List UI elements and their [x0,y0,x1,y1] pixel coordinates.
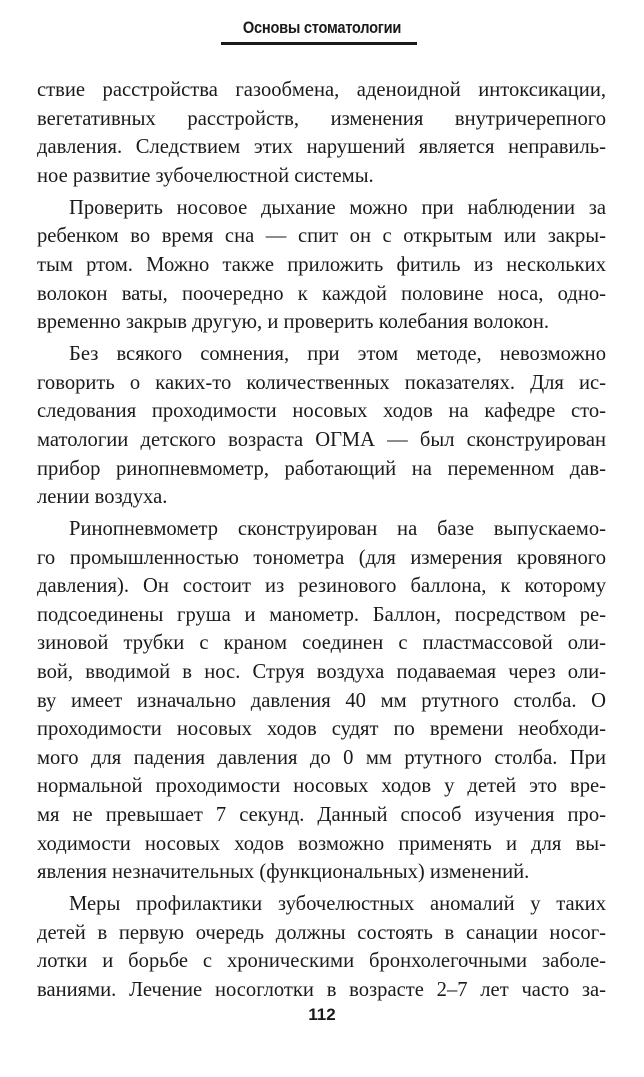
text-line: Проверить носовое дыхание можно при наблюдении за [69,196,606,219]
text-line: давления. Следствием этих нарушений является неправиль- [37,136,606,159]
text-line: давления). Он состоит из резинового баллона, к которому [37,575,606,598]
text-line: мого для падения давления до 0 мм ртутного столба. При [37,746,606,769]
text-line: ствие расстройства газообмена, аденоидной интоксикации, [37,79,606,101]
running-head [0,18,644,50]
paragraph-2 [37,194,606,337]
text-line: проходимости носовых ходов судят по времени необходи- [37,718,606,741]
text-line: детей в первую очередь должны состоять в санации носог- [37,921,606,944]
text-line: вегетативных расстройств, изменения внутричерепного [37,107,606,130]
text-line: го промышленностью тонометра (для измерения кровяного [37,546,606,569]
text-line: Без всякого сомнения, при этом методе, невозможно [69,343,606,366]
text-line: мя не превышает 7 секунд. Данный способ изучения про- [37,804,606,827]
text-line: лении воздуха. [37,486,168,509]
text-line: следования проходимости носовых ходов на кафедре сто- [37,400,606,423]
text-line: ребенком во время сна — спит он с открытым или закры- [37,225,606,248]
paragraph-1 [37,76,606,190]
text-line: Меры профилактики зубочелюстных аномалий у таких [69,893,606,916]
running-head-rule [221,42,417,45]
text-line: ваниями. Лечение носоглотки в возрасте 2–7 лет часто за- [37,978,606,1001]
text-line: зиновой трубки с краном соединен с пластмассовой оли- [37,632,606,655]
text-line: нормальной проходимости носовых ходов у детей это вре- [37,775,606,798]
text-line: лотки и борьбе с хроническими бронхолегочными заболе- [37,950,606,973]
paragraph-3 [37,340,606,512]
text-line: прибор ринопневмометр, работающий на переменном дав- [37,457,606,480]
page-number: 112 [308,1005,336,1024]
paragraph-4 [37,515,606,887]
text-line: тым ртом. Можно также приложить фитиль из нескольких [37,253,606,276]
text-line: матологии детского возраста ОГМА — был сконструирован [37,428,606,451]
body-text [37,76,606,1008]
paragraph-5 [37,890,606,1004]
text-line: ходимости носовых ходов возможно применять и для вы- [37,832,606,855]
text-line: говорить о каких-то количественных показателях. Для ис- [37,371,606,394]
running-head-title: Основы стоматологии [242,18,402,37]
text-line: волокон ваты, поочередно к каждой половине носа, одно- [37,282,606,305]
text-line: явления незначительных (функциональных) изменений. [37,861,530,884]
text-line: вой, вводимой в нос. Струя воздуха подаваемая через оли- [37,661,606,684]
text-line: ное развитие зубочелюстной системы. [37,164,374,187]
text-line: ву имеет изначально давления 40 мм ртутного столба. О [37,689,606,712]
text-line: временно закрыв другую, и проверить колебания волокон. [37,311,550,334]
text-line: Ринопневмометр сконструирован на базе выпускаемо- [69,518,606,541]
text-line: подсоединены груша и манометр. Баллон, посредством ре- [37,603,606,626]
